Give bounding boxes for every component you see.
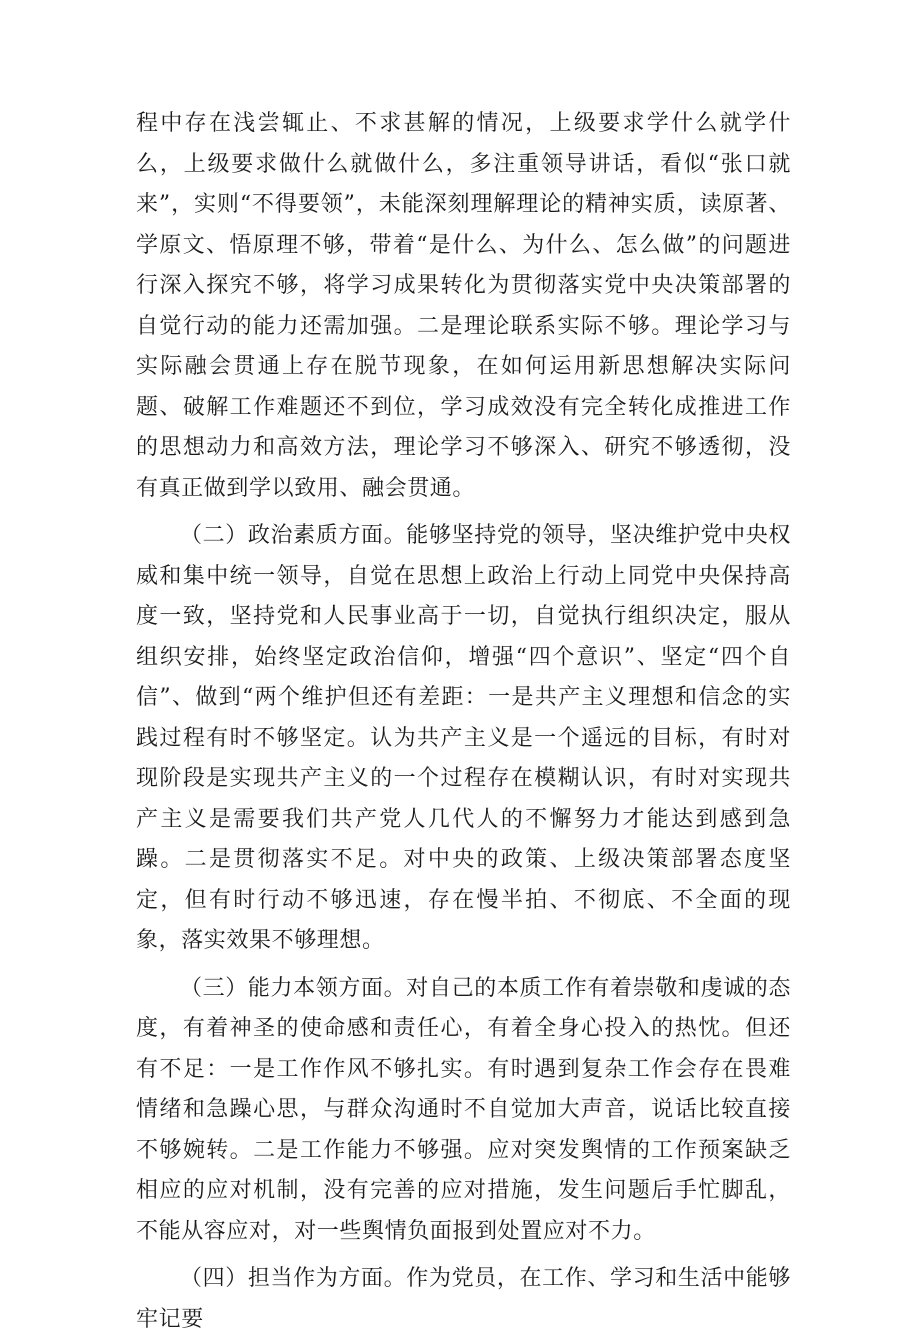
paragraph-political-quality: （二）政治素质方面。能够坚持党的领导，坚决维护党中央权威和集中统一领导，自觉在思想上政治上行动上同党中央保持高度一致，坚持党和人民事业高于一切，自觉执行组织决定，服从组织安排，始终坚定政治信仰，增强“四个意识”、坚定“四个自信”、做到“两个维护但还有差距：一是共产主义理想和信念的实践过程有时不够坚定。认为共产主义是一个遥远的目标，有时对现阶段是实现共产主义的一个过程存在模糊认识，有时对实现共产主义是需要我们共产党人几代人的不懈努力才能达到感到急躁。二是贯彻落实不足。对中央的政策、上级决策部署态度坚定，但有时行动不够迅速，存在慢半拍、不彻底、不全面的现象，落实效果不够理想。 — [136, 523, 791, 953]
paragraph-theory-study: 程中存在浅尝辄止、不求甚解的情况，上级要求学什么就学什么，上级要求做什么就做什么，多注重领导讲话，看似“张口就来”，实则“不得要领”，未能深刻理解理论的精神实质，读原著、学原文、悟原理不够，带着“是什么、为什么、怎么做”的问题进行深入探究不够，将学习成果转化为贯彻落实党中央决策部署的自觉行动的能力还需加强。二是理论联系实际不够。理论学习与实际融会贯通上存在脱节现象，在如何运用新思想解决实际问题、破解工作难题还不到位，学习成效没有完全转化成推进工作的思想动力和高效方法，理论学习不够深入、研究不够透彻，没有真正做到学以致用、融会贯通。 — [136, 111, 791, 501]
paragraph-responsibility: （四）担当作为方面。作为党员，在工作、学习和生活中能够牢记要 — [136, 1266, 791, 1332]
document-body — [136, 104, 791, 1340]
paragraph-ability: （三）能力本领方面。对自己的本质工作有着崇敬和虔诚的态度，有着神圣的使命感和责任心，有着全身心投入的热忱。但还有不足：一是工作作风不够扎实。有时遇到复杂工作会存在畏难情绪和急躁心思，与群众沟通时不自觉加大声音，说话比较直接不够婉转。二是工作能力不够强。应对突发舆情的工作预案缺乏相应的应对机制，没有完善的应对措施，发生问题后手忙脚乱，不能从容应对，对一些舆情负面报到处置应对不力。 — [136, 975, 791, 1244]
